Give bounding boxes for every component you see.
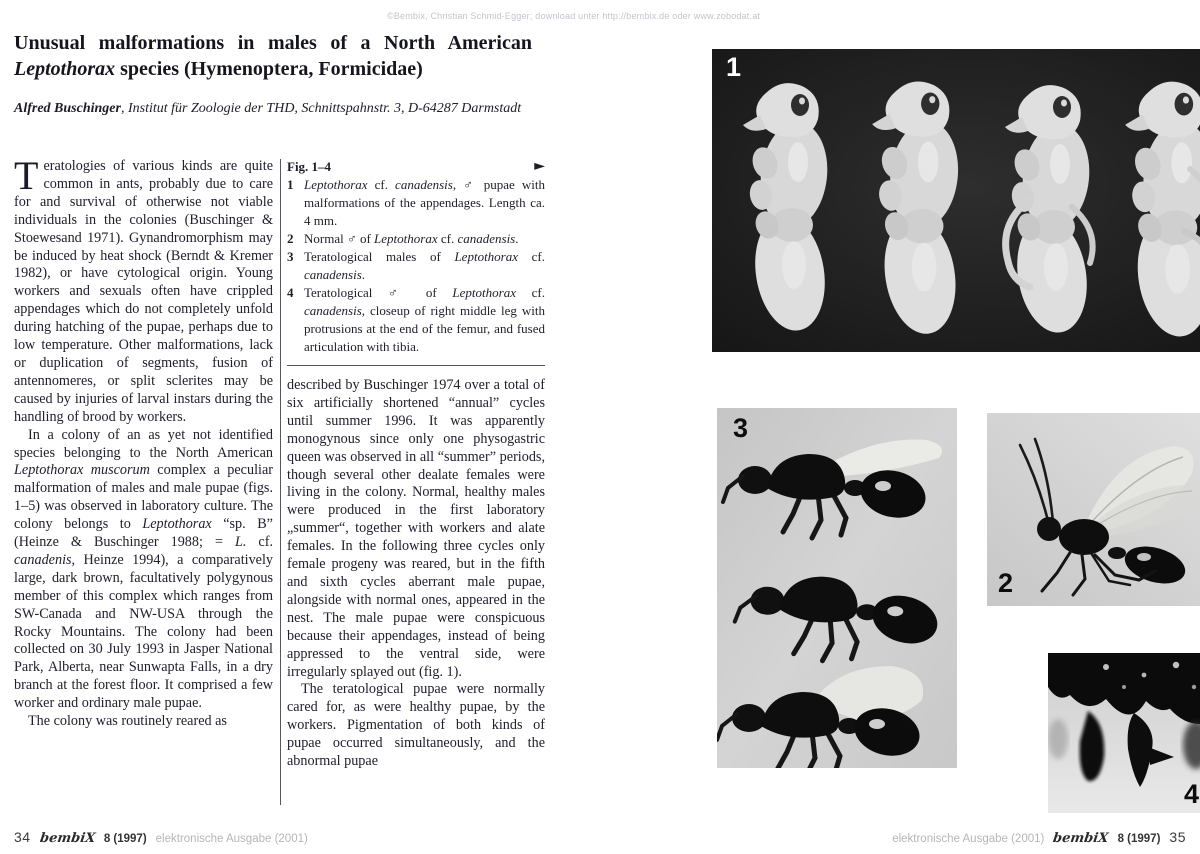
caption-bottom-rule [287,365,545,366]
volume-year-left: 8 (1997) [103,833,147,845]
journal-logo: bembiX [38,831,96,846]
paragraph: The colony was routinely reared as [28,713,227,730]
figure-1-photo [712,49,1200,352]
caption-item-text: Normal ♂ of Leptothorax cf. canadensis. [304,231,519,246]
page-number-right: 35 [1169,829,1186,845]
caption-item-text: Leptothorax cf. canadensis, ♂ pupae with malformations of the appendages. Length ca. 4 mm. [304,177,545,228]
article-title: Unusual malformations in males of a North American Leptothorax species (Hymenoptera, Formicidae) [14,32,532,80]
edition-note-left: elektronische Ausgabe (2001) [155,833,308,845]
edition-note-right: elektronische Ausgabe (2001) [892,833,1045,845]
volume-year-right: 8 (1997) [1117,833,1161,845]
figure-3-number: 3 [733,413,749,443]
figure-1-number: 1 [726,52,742,82]
caption-item [287,284,545,356]
caption-item-number: 3 [287,249,294,264]
caption-item [287,230,545,248]
caption-item [287,248,545,284]
leg-closeup-photo-illustration [1048,653,1200,813]
pupae-photo-illustration [712,49,1200,352]
journal-logo: bembiX [1052,831,1110,846]
caption-item-text: Teratological ♂ of Leptothorax cf. canadensis, closeup of right middle leg with protrusions at the end of the femur, and fused articulation with tibia. [304,285,545,354]
caption-item-text: Teratological males of Leptothorax cf. canadensis. [304,249,545,282]
males-photo-illustration [717,408,957,768]
left-text-column [14,153,273,731]
paragraph: The teratological pupae were normally cared for, as were healthy pupae, by the workers. Pigmentation of both kinds of pupae occurred simultaneously, and the abnormal pupae [287,681,545,770]
winged-male-photo-illustration [987,413,1200,606]
middle-text-column [287,158,545,771]
column-divider-rule [280,159,281,805]
figure-3-photo [717,408,957,768]
paragraph: In a colony of an as yet not identified species belonging to the North American Leptothorax muscorum complex a peculiar malformation of males and male pupae (figs. 1–5) was observed in laboratory culture. The colony belongs to Leptothorax “sp. B” (Heinze & Buschinger 1988; = L. cf. canadenis, Heinze 1994), a comparatively large, dark brown, facultatively polygynous member of this complex which ranges from SW-Canada and NW-USA through the Rocky Mountains. The colony had been collected on 30 July 1993 in Jasper National Park, Alberta, near Sunwapta Falls, in a dry branch at the forest floor. It comprised a few worker and ordinary male pupae. [14,426,273,712]
caption-item-number: 2 [287,231,294,246]
figure-2-number: 2 [998,568,1014,598]
caption-heading-row [287,158,545,176]
page-number-left: 34 [14,829,31,845]
footer-left [14,829,308,846]
figure-pointer-arrow-icon: ► [534,158,545,174]
paragraph [14,153,273,427]
caption-item-number: 4 [287,285,294,300]
caption-heading: Fig. 1–4 [287,159,332,174]
footer-right [892,829,1186,846]
paragraph-text: eratologies of various kinds are quite common in ants, probably due to care for and survival of otherwise not viable individuals in the colonies (Buschinger & Stoewesand 1971). Gynandromorphism may be induced by heat shock (Berndt & Kremer 1982), or have cytological origin. Young workers and sexuals often have crippled appendages which do not completely unfold during hatching of the pupae, perhaps due to low temperature. Other malformations, lack or duplication of segments, fusion of antennomeres, or split sclerites may be caused by injuries of larval instars during the handling of brood by workers. [14,158,273,425]
figure-4-number: 4 [1183,779,1199,809]
watermark-text: ©Bembix, Christian Schmid-Egger; download unter http://bembix.de oder www.zobodat.at [387,11,761,21]
caption-item-number: 1 [287,177,294,192]
article-byline: Alfred Buschinger, Institut für Zoologie der THD, Schnittspahnstr. 3, D-64287 Darmstadt [14,101,522,116]
caption-item [287,176,545,230]
paragraph: described by Buschinger 1974 over a total of six artificially shortened “annual” cycles until summer 1996. It was apparently monogynous since only one physogastric queen was observed in all “summer” periods, though several other dealate females were living in the colony. Normal, healthy males were produced in the first laboratory „summer“, together with workers and alate females. In the following three cycles only female progeny was reared, but in the fifth and sixth cycles aberrant male pupae, alongside with normal ones, appeared in the nest. The male pupae were conspicuous because their appendages, instead of being appressed to the ventral side, were irregularly splayed out (fig. 1). [287,377,545,680]
drop-cap: T [14,153,39,198]
figure-2-photo [987,413,1200,606]
figure-caption-box [287,158,545,356]
figure-4-photo [1048,653,1200,813]
